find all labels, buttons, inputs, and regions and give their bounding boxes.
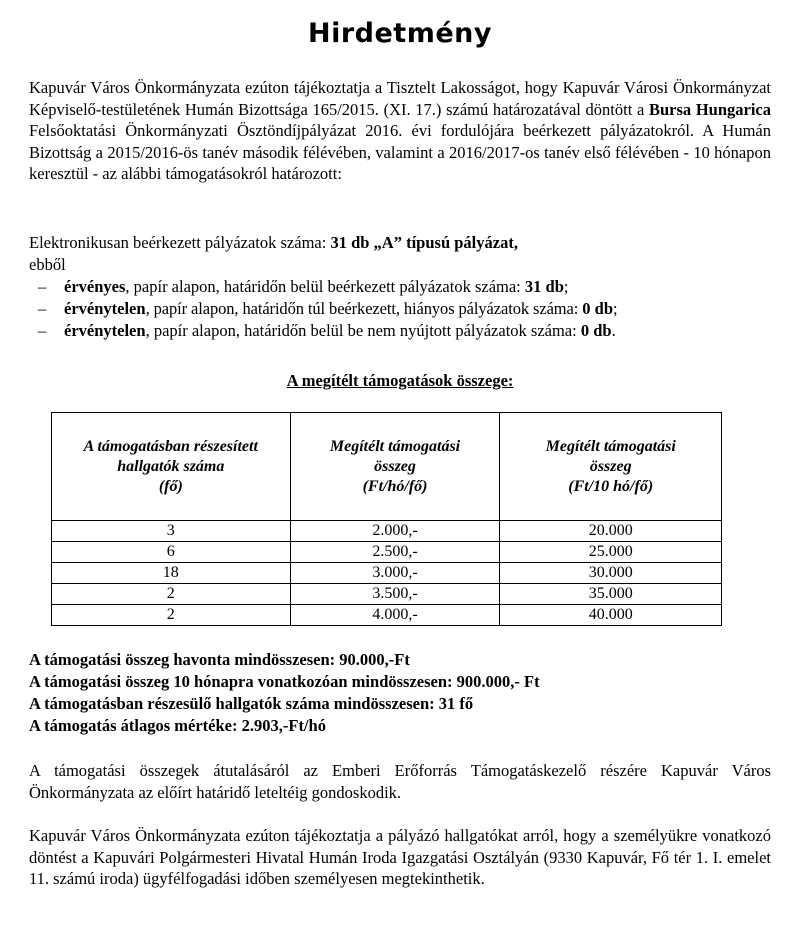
electronic-applications-line [29,232,771,254]
cell-ten-month: 20.000 [500,521,722,542]
list-item-text: , papír alapon, határidőn belül be nem nyújtott pályázatok száma: [145,321,581,340]
list-item [38,298,771,320]
list-item-end: . [611,321,616,340]
intro-text-2: Felsőoktatási Önkormányzati Ösztöndíjpályázat 2016. évi fordulójára beérkezett pályázatokról. A Humán Bizottság a 2015/2016-ös tanév második félévében, valamint a 2016/2017-os tanév első félévében - 10 hónapon keresztül - az alábbi támogatásokról határozott: [29,121,771,183]
list-item-value: 31 db [524,277,564,296]
cell-ten-month: 35.000 [500,584,722,605]
header-monthly-amount: Megítélt támogatási összeg (Ft/hó/fő) [290,413,500,521]
header-students-count: A támogatásban részesített hallgatók száma (fő) [52,413,291,521]
cell-students: 3 [52,521,291,542]
cell-monthly: 3.000,- [290,563,500,584]
intro-paragraph [29,77,771,185]
header-ten-month-amount: Megítélt támogatási összeg (Ft/10 hó/fő) [500,413,722,521]
notice-paragraph: Kapuvár Város Önkormányzata ezúton tájékoztatja a pályázó hallgatókat arról, hogy a személyükre vonatkozó döntést a Kapuvári Polgármesteri Hivatal Humán Iroda Igazgatási Osztályán (9330 Kapuvár, Fő tér 1. I. emelet 11. számú iroda) ügyfélfogadási időben személyesen megtekinthetik. [29,826,771,888]
table-row [52,521,722,542]
cell-monthly: 3.500,- [290,584,500,605]
table-row [52,605,722,626]
cell-monthly: 2.500,- [290,542,500,563]
cell-ten-month: 30.000 [500,563,722,584]
table-row [52,563,722,584]
list-item-value: 0 db [582,299,613,318]
list-item-status: érvénytelen [64,321,146,340]
cell-monthly: 2.000,- [290,521,500,542]
cell-ten-month: 40.000 [500,605,722,626]
ebbol-label: ebből [29,255,66,274]
intro-bold-program: Bursa Hungarica [648,99,771,119]
list-item [38,320,771,342]
summary-ten-month-total: A támogatási összeg 10 hónapra vonatkozóan mindösszesen: 900.000,- Ft [29,672,540,691]
cell-monthly: 4.000,- [290,605,500,626]
list-item-value: 0 db [580,321,612,340]
list-dash: – [38,299,47,318]
cell-ten-month: 25.000 [500,542,722,563]
list-item-status: érvényes [64,277,126,296]
table-header-row [52,413,722,521]
list-item-text: , papír alapon, határidőn túl beérkezett, hiányos pályázatok száma: [145,299,583,318]
cell-students: 18 [52,563,291,584]
table-row [52,584,722,605]
list-dash: – [38,277,47,296]
electronic-value: 31 db „A” típusú pályázat, [330,233,518,252]
list-item-end: ; [613,299,618,318]
cell-students: 6 [52,542,291,563]
list-item-text: , papír alapon, határidőn belül beérkezett pályázatok száma: [125,277,525,296]
list-item-end: ; [563,277,569,296]
list-dash: – [38,321,47,340]
summary-students-total: A támogatásban részesülő hallgatók száma mindösszesen: 31 fő [29,694,474,713]
summary-monthly-total: A támogatási összeg havonta mindösszesen: 90.000,-Ft [29,650,410,669]
section-title: A megítélt támogatások összege: [286,371,514,390]
document-title: Hirdetmény [308,18,492,49]
cell-students: 2 [52,605,291,626]
application-breakdown-list [38,276,771,342]
table-row [52,542,722,563]
intro-text-1: Kapuvár Város Önkormányzata ezúton tájékoztatja a Tisztelt Lakosságot, hogy Kapuvár Városi Önkormányzat Képviselő-testületének Humán Bizottsága 165/2015. (XI. 17.) számú határozatával döntött a [29,78,771,119]
electronic-label: Elektronikusan beérkezett pályázatok száma: [29,233,331,252]
list-item-status: érvénytelen [64,299,146,318]
transfer-paragraph: A támogatási összegek átutalásáról az Emberi Erőforrás Támogatáskezelő részére Kapuvár Város Önkormányzata az előírt határidő leteltéig gondoskodik. [29,761,771,802]
list-item [38,276,771,298]
cell-students: 2 [52,584,291,605]
grants-table [51,412,722,626]
summary-average: A támogatás átlagos mértéke: 2.903,-Ft/hó [29,716,326,735]
summary-block [29,649,771,737]
